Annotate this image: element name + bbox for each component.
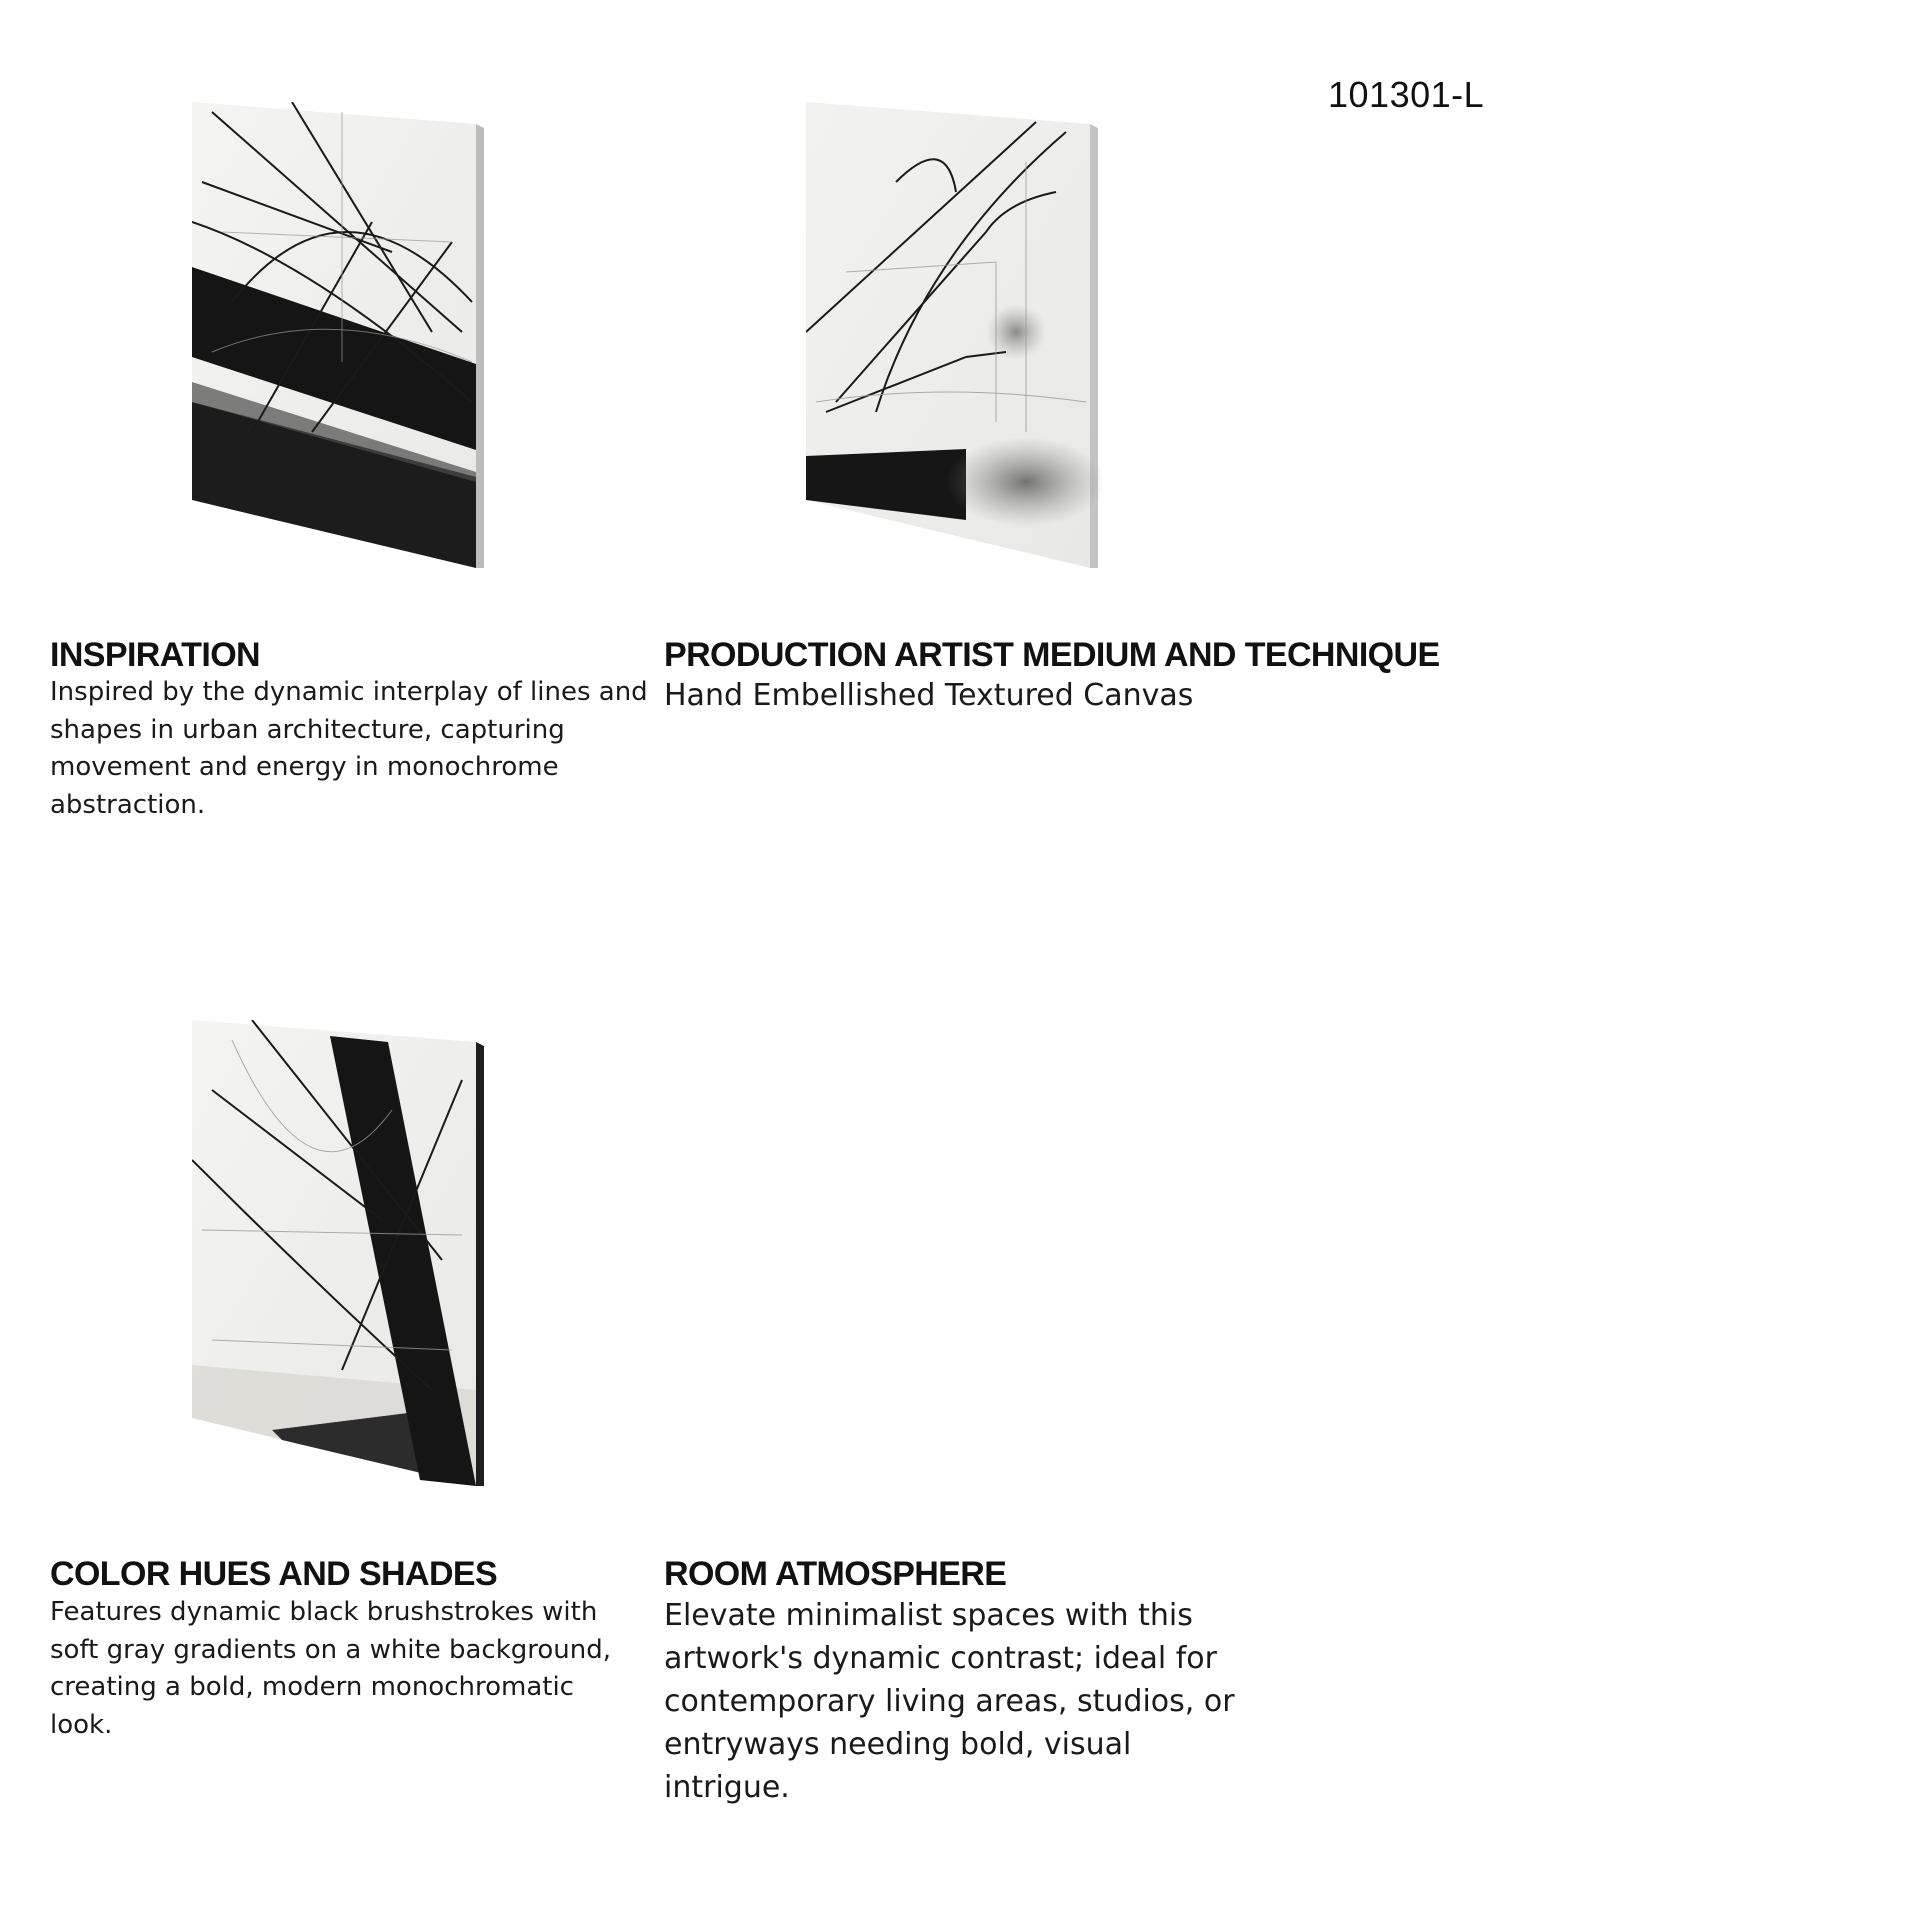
artwork-canvas-1 (192, 102, 488, 574)
room-heading: ROOM ATMOSPHERE (664, 1555, 1007, 1593)
color-text: Features dynamic black brushstrokes with soft gray gradients on a white background, creating a bold, modern monochromatic look. (50, 1597, 612, 1740)
artwork-canvas-2 (806, 102, 1102, 574)
inspiration-heading: INSPIRATION (50, 636, 261, 674)
color-heading: COLOR HUES AND SHADES (50, 1555, 498, 1593)
production-heading: PRODUCTION ARTIST MEDIUM AND TECHNIQUE (664, 636, 1440, 674)
production-text: Hand Embellished Textured Canvas (664, 678, 1194, 713)
abstract-canvas-2-icon (806, 102, 1102, 574)
abstract-canvas-3-icon (192, 1020, 488, 1492)
inspiration-text: Inspired by the dynamic interplay of lines and shapes in urban architecture, capturing movement and energy in monochrome abstraction. (50, 677, 648, 820)
abstract-canvas-1-icon (192, 102, 488, 574)
room-text: Elevate minimalist spaces with this artwork's dynamic contrast; ideal for contemporary living areas, studios, or entryways needing bold, visual intrigue. (664, 1598, 1235, 1805)
artwork-canvas-3 (192, 1020, 488, 1492)
sku-label: 101301-L (1328, 74, 1485, 115)
